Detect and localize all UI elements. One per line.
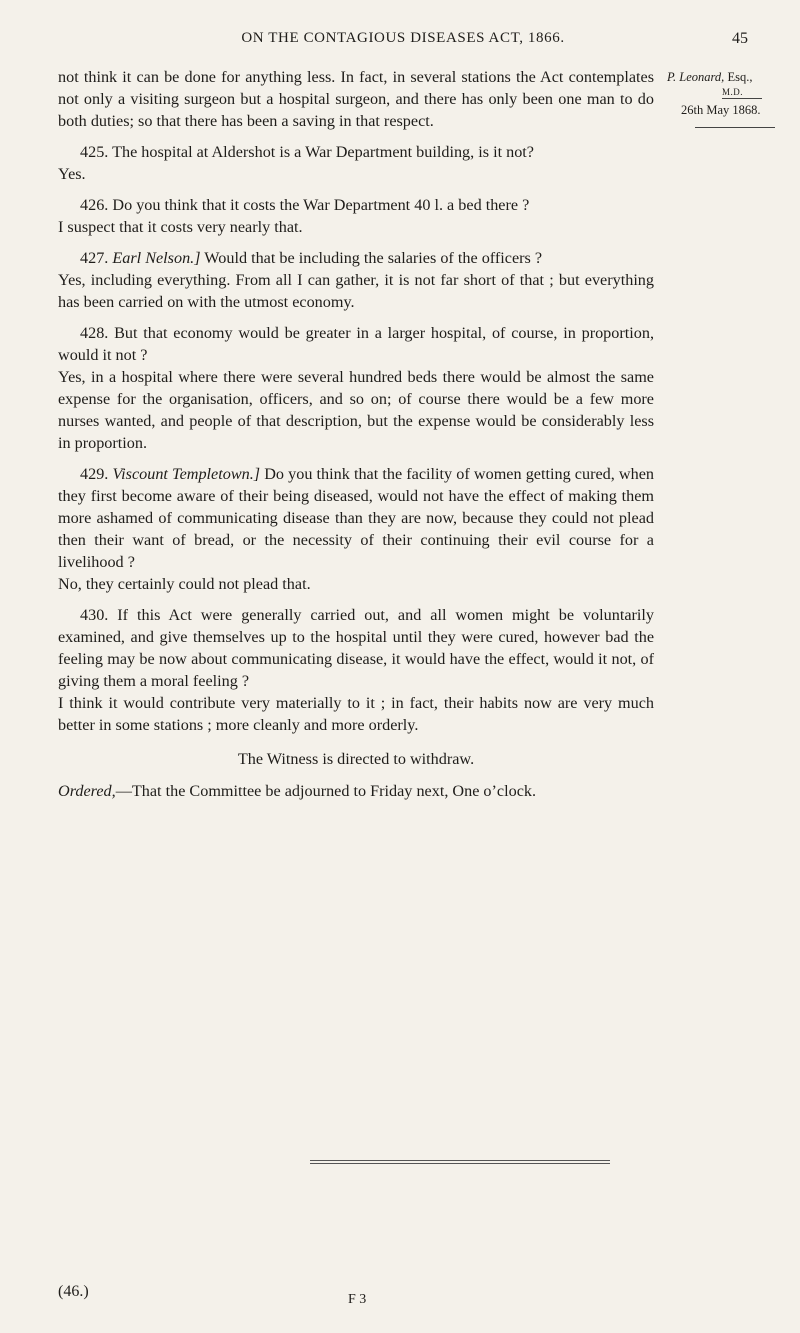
question-text: Would that be including the salaries of the officers ? [204, 249, 543, 267]
question-paragraph [58, 322, 654, 366]
answer-text: No, they certainly could not plead that. [58, 575, 311, 593]
margin-rule [695, 127, 775, 128]
speaker-name: Viscount Templetown.] [112, 465, 261, 483]
speaker-name: Earl Nelson.] [112, 249, 201, 267]
page-number: 45 [732, 30, 748, 47]
question-text: The hospital at Aldershot is a War Department building, is it not? [112, 143, 534, 161]
question-paragraph [58, 194, 654, 216]
question-paragraph [58, 141, 654, 163]
answer-paragraph [58, 216, 654, 238]
question-text: If this Act were generally carried out, and all women might be voluntarily examined, and give themselves up to the hospital until they were cured, however bad the feeling may be now about communicating disease, it would have the effect, would it not, of giving them a moral feeling ? [58, 606, 654, 690]
question-number: 426. [80, 196, 109, 214]
answer-text: I suspect that it costs very nearly that. [58, 218, 303, 236]
order-lead: Ordered, [58, 782, 116, 800]
evidence-text [58, 66, 654, 802]
question-number: 427. [80, 249, 109, 267]
running-header [58, 30, 748, 54]
question-number: 430. [80, 606, 109, 624]
closing-rule [310, 1160, 610, 1161]
margin-note [667, 68, 797, 128]
answer-text: not think it can be done for anything less. In fact, in several stations the Act contemplates not only a visiting surgeon but a hospital surgeon, and there has only been one man to do both duties; so that there has been a saving in that respect. [58, 68, 654, 130]
witness-degree: M.D. [722, 86, 762, 99]
closing-rules [310, 1160, 610, 1166]
witness-suffix: Esq., [724, 70, 753, 84]
question-text: Do you think that the facility of women getting cured, when they first become aware of their being diseased, would not have the effect of making them more ashamed of communicating disease than they are now, because they could not plead then their want of bread, or the necessity of their continuing their evil course for a livelihood ? [58, 465, 654, 571]
answer-paragraph [58, 163, 654, 185]
question-paragraph [58, 247, 654, 269]
question-number: 428. [80, 324, 109, 342]
answer-paragraph [58, 692, 654, 736]
order-text: —That the Committee be adjourned to Friday next, One o’clock. [115, 782, 537, 800]
answer-paragraph [58, 66, 654, 132]
question-paragraph [58, 463, 654, 573]
witness-name: P. Leonard, [667, 70, 725, 84]
sitting-date: 26th May 1868. [681, 103, 761, 117]
question-paragraph [58, 604, 654, 692]
answer-text: I think it would contribute very materially to it ; in fact, their habits now are very much better in some stations ; more cleanly and more orderly. [58, 694, 654, 734]
footer-number: (46.) [58, 1283, 89, 1300]
answer-paragraph [58, 366, 654, 454]
closing-rule [310, 1163, 610, 1164]
signature-mark: F 3 [348, 1292, 367, 1307]
question-number: 429. [80, 465, 109, 483]
answer-text: Yes, in a hospital where there were several hundred beds there would be almost the same expense for the organisation, officers, and so on; of course there would be a few more nurses wanted, and people of that description, but the expense would be considerably less in proportion. [58, 368, 654, 452]
withdraw-direction: The Witness is directed to withdraw. [237, 750, 475, 768]
question-text: But that economy would be greater in a larger hospital, of course, in proportion, would it not ? [58, 324, 654, 364]
answer-text: Yes, including everything. From all I can gather, it is not far short of that ; but everything has been carried on with the utmost economy. [58, 271, 654, 311]
answer-paragraph [58, 269, 654, 313]
order-line [58, 780, 654, 802]
question-text: Do you think that it costs the War Department 40 l. a bed there ? [112, 196, 530, 214]
running-title: ON THE CONTAGIOUS DISEASES ACT, 1866. [241, 30, 565, 46]
question-number: 425. [80, 143, 109, 161]
answer-text: Yes. [58, 165, 86, 183]
answer-paragraph [58, 573, 654, 595]
